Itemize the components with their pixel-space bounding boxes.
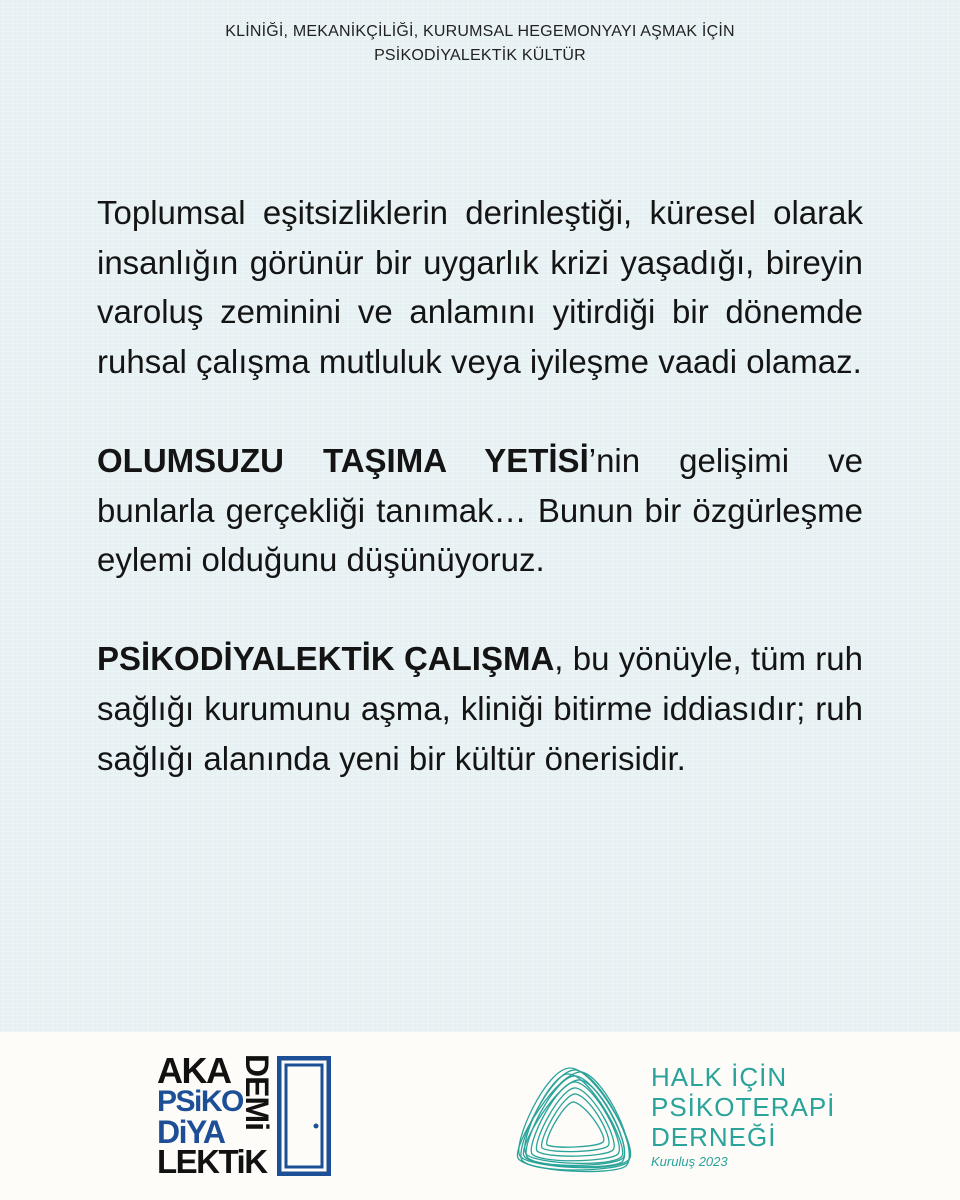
founded-year: Kuruluş 2023 xyxy=(651,1154,728,1169)
logo-word-demi-text: DEMi xyxy=(239,1054,275,1130)
paragraph-3 xyxy=(97,634,863,783)
logo-right-line-3: DERNEĞİ xyxy=(651,1122,777,1152)
paragraph-2-bold: OLUMSUZU TAŞIMA YETİSİ xyxy=(97,441,589,479)
paragraph-2 xyxy=(97,436,863,585)
paragraph-2-rest: ’nin gelişimi ve bunlarla gerçekliği tanımak… Bunun bir özgürleşme eylemi olduğunu düşünüyoruz. xyxy=(97,441,863,579)
triangular-rings-icon xyxy=(510,1062,642,1174)
halk-icin-psikoterapi-dernegi-name xyxy=(651,1062,835,1152)
logo-word-diya: DiYA xyxy=(157,1114,225,1150)
paragraph-3-bold: PSİKODİYALEKTİK ÇALIŞMA xyxy=(97,640,555,678)
paragraph-3-rest: , bu yönüyle, tüm ruh sağlığı kurumunu aşma, kliniği bitirme iddiasıdır; ruh sağlığı alanında yeni bir kültür önerisidir. xyxy=(97,640,864,777)
logo-word-psiko: PSiKO xyxy=(157,1085,243,1118)
body-text xyxy=(97,188,863,833)
page-header xyxy=(0,20,960,68)
logo-word-lektik: LEKTiK xyxy=(157,1143,267,1180)
akademi-psikodiyalektik-logo xyxy=(157,1050,337,1180)
logo-right-line-2: PSİKOTERAPİ xyxy=(651,1092,836,1122)
paragraph-1: Toplumsal eşitsizliklerin derinleştiği, küresel olarak insanlığın görünür bir uygarlık krizi yaşadığı, bireyin varoluş zeminini ve anlamını yitirdiği bir dönemde ruhsal çalışma mutluluk veya iyileşme vaadi olamaz. xyxy=(97,194,863,380)
header-line-2: PSİKODİYALEKTİK KÜLTÜR xyxy=(374,47,586,64)
door-icon xyxy=(277,1056,331,1176)
header-line-1: KLİNİĞİ, MEKANİKÇİLİĞİ, KURUMSAL HEGEMONYAYI AŞMAK İÇİN xyxy=(225,23,735,40)
logo-word-aka: AKA xyxy=(157,1050,231,1091)
logo-right-line-1: HALK İÇİN xyxy=(651,1062,788,1092)
logo-word-demi xyxy=(239,1054,275,1174)
